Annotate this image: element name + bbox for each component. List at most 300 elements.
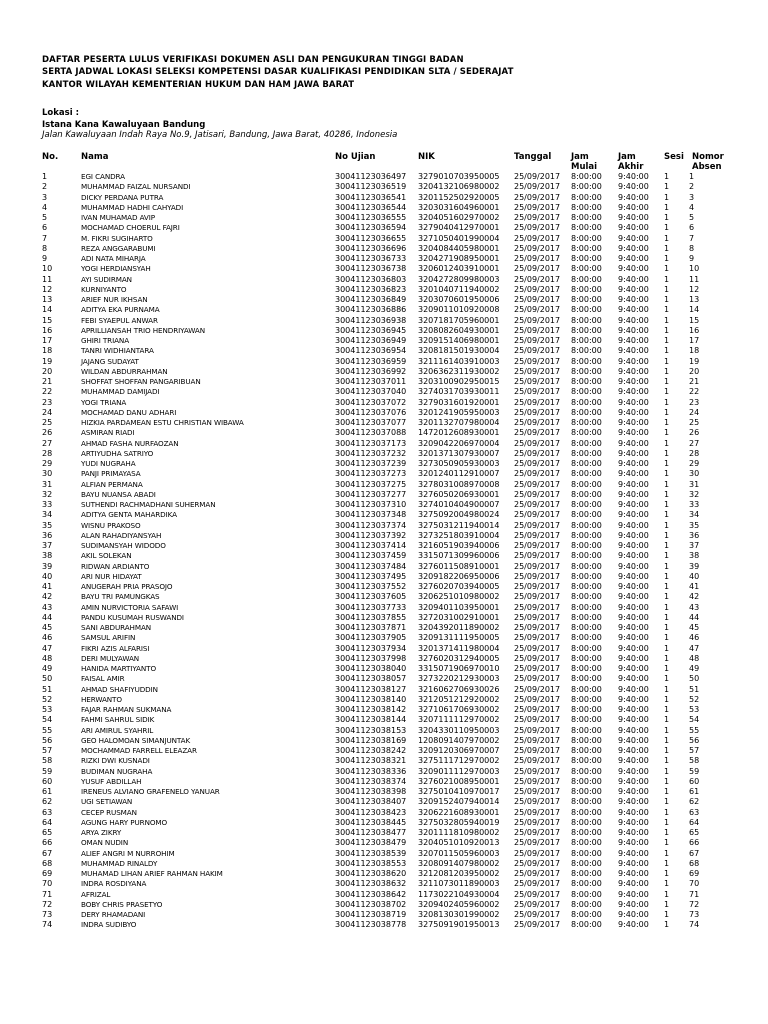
participant-name: ALAN RAHADIYANSYAH (81, 530, 162, 540)
participant-name: ADI NATA MIHARJA (81, 254, 146, 263)
end-time: 9:40:00 (618, 284, 649, 294)
exam-number: 30041123037871 (335, 623, 407, 632)
exam-number: 30041123037855 (335, 612, 407, 622)
nik: 3272031002910001 (418, 612, 500, 622)
attendance-number: 72 (689, 899, 700, 909)
col-jam-mulai-bottom: Mulai (571, 162, 598, 172)
exam-number: 30041123038778 (335, 920, 407, 930)
participant-name: HERWANTO (81, 694, 122, 704)
exam-number: 30041123036544 (335, 202, 407, 212)
exam-number: 30041123036849 (335, 295, 407, 304)
participant-name: AFRIZAL (81, 889, 111, 899)
exam-date: 25/09/2017 (514, 254, 561, 263)
start-time: 8:00:00 (571, 889, 602, 899)
row-number: 66 (42, 838, 53, 848)
exam-number: 30041123037348 (335, 510, 407, 520)
exam-date: 25/09/2017 (514, 828, 561, 837)
attendance-number: 16 (689, 325, 700, 335)
nik: 3276020312940005 (418, 653, 500, 663)
start-time: 8:00:00 (571, 838, 602, 848)
exam-number: 30041123038702 (335, 899, 407, 909)
table-row (0, 398, 768, 408)
row-number: 2 (42, 182, 48, 192)
row-number: 45 (42, 623, 53, 632)
end-time: 9:40:00 (618, 459, 649, 468)
nik: 3209011112970003 (418, 766, 500, 776)
row-number: 62 (42, 797, 53, 807)
row-number: 52 (42, 694, 53, 704)
exam-number: 30041123037275 (335, 479, 407, 489)
exam-date: 25/09/2017 (514, 551, 561, 561)
participant-name: BUDIMAN NUGRAHA (81, 766, 153, 776)
table-row (0, 695, 768, 705)
row-number: 8 (42, 243, 48, 253)
start-time: 8:00:00 (571, 623, 602, 632)
participant-name: AGUNG HARY PURNOMO (81, 817, 168, 827)
nik: 3274010404900007 (418, 500, 500, 509)
nik: 3275092004980024 (418, 510, 500, 520)
participant-name: RIDWAN ARDIANTO (81, 561, 150, 571)
start-time: 8:00:00 (571, 274, 602, 284)
nik: 3279031601920001 (418, 397, 500, 407)
row-number: 59 (42, 766, 53, 776)
session: 1 (664, 192, 670, 202)
attendance-number: 45 (689, 623, 700, 632)
nik: 3274031703930011 (418, 387, 500, 397)
row-number: 20 (42, 366, 53, 376)
participant-name: MUHAMMAD RINALDY (81, 858, 158, 868)
participant-name: REZA ANGGARABUMI (81, 243, 156, 253)
start-time: 8:00:00 (571, 541, 602, 550)
session: 1 (664, 407, 670, 417)
session: 1 (664, 438, 670, 448)
end-time: 9:40:00 (618, 448, 649, 458)
exam-number: 30041123037392 (335, 530, 407, 540)
participant-name: ARI NUR HIDAYAT (81, 571, 142, 581)
nik: 3279010703950005 (418, 172, 500, 181)
exam-number: 30041123036945 (335, 325, 407, 335)
end-time: 9:40:00 (618, 787, 649, 796)
nik: 3275031211940014 (418, 520, 500, 530)
attendance-number: 41 (689, 582, 700, 591)
row-number: 71 (42, 889, 53, 899)
participant-name: ANUGERAH PRIA PRASOJO (81, 582, 173, 591)
attendance-number: 20 (689, 366, 700, 376)
exam-date: 25/09/2017 (514, 182, 561, 192)
session: 1 (664, 202, 670, 212)
exam-number: 30041123036738 (335, 264, 407, 274)
end-time: 9:40:00 (618, 510, 649, 520)
row-number: 5 (42, 213, 48, 222)
table-row (0, 859, 768, 869)
nik: 3209042206970004 (418, 438, 500, 448)
participant-name: FAJAR RAHMAN SUKMANA (81, 705, 172, 714)
session: 1 (664, 838, 670, 848)
session: 1 (664, 356, 670, 366)
end-time: 9:40:00 (618, 377, 649, 386)
participant-name: DERI MULYAWAN (81, 653, 140, 663)
start-time: 8:00:00 (571, 561, 602, 571)
session: 1 (664, 848, 670, 858)
table-row (0, 654, 768, 664)
start-time: 8:00:00 (571, 489, 602, 499)
attendance-number: 64 (689, 817, 700, 827)
table-row (0, 715, 768, 725)
table-row (0, 890, 768, 900)
table-row (0, 521, 768, 531)
attendance-number: 17 (689, 336, 700, 345)
session: 1 (664, 254, 670, 263)
table-row (0, 367, 768, 377)
participant-name: M. FIKRI SUGIHARTO (81, 233, 153, 243)
nik: 3208091407980002 (418, 858, 500, 868)
exam-number: 30041123038321 (335, 756, 407, 766)
start-time: 8:00:00 (571, 500, 602, 509)
attendance-number: 44 (689, 612, 700, 622)
exam-number: 30041123037232 (335, 448, 407, 458)
nik: 3271050401990004 (418, 233, 500, 243)
end-time: 9:40:00 (618, 633, 649, 643)
end-time: 9:40:00 (618, 213, 649, 222)
attendance-number: 37 (689, 541, 700, 550)
participant-name: OMAN NUDIN (81, 838, 129, 848)
nik: 3275032805940019 (418, 817, 500, 827)
nik: 3209131111950005 (418, 633, 500, 643)
participant-name: RIZKI DWI KUSNADI (81, 756, 150, 766)
row-number: 58 (42, 756, 53, 766)
row-number: 3 (42, 192, 48, 202)
end-time: 9:40:00 (618, 438, 649, 448)
start-time: 8:00:00 (571, 684, 602, 694)
table-row (0, 428, 768, 438)
participant-name: ASMIRAN RIADI (81, 428, 135, 438)
exam-number: 30041123037484 (335, 561, 407, 571)
row-number: 56 (42, 735, 53, 745)
session: 1 (664, 387, 670, 397)
table-row (0, 705, 768, 715)
nik: 3201371307930007 (418, 448, 500, 458)
session: 1 (664, 325, 670, 335)
participant-name: DICKY PERDANA PUTRA (81, 192, 164, 202)
exam-number: 30041123038057 (335, 674, 407, 684)
nik: 3201240112910007 (418, 469, 500, 479)
col-jam-akhir-top: Jam (618, 152, 636, 162)
nik: 3275010410970017 (418, 787, 500, 796)
nik: 3204051602970002 (418, 213, 500, 222)
nik: 3201241905950003 (418, 407, 500, 417)
session: 1 (664, 520, 670, 530)
start-time: 8:00:00 (571, 284, 602, 294)
nik: 3211073011890003 (418, 879, 500, 889)
start-time: 8:00:00 (571, 725, 602, 735)
participant-name: FAISAL AMIR (81, 674, 125, 684)
exam-date: 25/09/2017 (514, 295, 561, 304)
row-number: 51 (42, 684, 53, 694)
start-time: 8:00:00 (571, 858, 602, 868)
row-number: 46 (42, 633, 53, 643)
end-time: 9:40:00 (618, 172, 649, 181)
exam-number: 30041123037605 (335, 592, 407, 602)
session: 1 (664, 858, 670, 868)
end-time: 9:40:00 (618, 520, 649, 530)
participant-name: AHMAD SHAFIYUDDIN (81, 684, 158, 694)
participant-name: YOGI TRIANA (81, 397, 127, 407)
table-row (0, 920, 768, 930)
end-time: 9:40:00 (618, 428, 649, 438)
exam-number: 30041123036497 (335, 172, 407, 181)
start-time: 8:00:00 (571, 243, 602, 253)
row-number: 47 (42, 643, 53, 653)
exam-number: 30041123037076 (335, 407, 407, 417)
session: 1 (664, 366, 670, 376)
table-row (0, 264, 768, 274)
end-time: 9:40:00 (618, 500, 649, 509)
attendance-number: 7 (689, 233, 695, 243)
session: 1 (664, 766, 670, 776)
session: 1 (664, 305, 670, 315)
start-time: 8:00:00 (571, 715, 602, 725)
start-time: 8:00:00 (571, 807, 602, 817)
participant-name: MOCHAMMAD FARRELL ELEAZAR (81, 746, 197, 755)
nik: 3206221608930001 (418, 807, 500, 817)
exam-date: 25/09/2017 (514, 817, 561, 827)
session: 1 (664, 756, 670, 766)
start-time: 8:00:00 (571, 551, 602, 561)
table-row (0, 439, 768, 449)
exam-date: 25/09/2017 (514, 899, 561, 909)
session: 1 (664, 828, 670, 837)
session: 1 (664, 530, 670, 540)
exam-number: 30041123036541 (335, 192, 407, 202)
exam-date: 25/09/2017 (514, 725, 561, 735)
attendance-number: 32 (689, 489, 700, 499)
row-number: 14 (42, 305, 53, 315)
start-time: 8:00:00 (571, 705, 602, 714)
end-time: 9:40:00 (618, 571, 649, 581)
exam-date: 25/09/2017 (514, 787, 561, 796)
exam-date: 25/09/2017 (514, 336, 561, 345)
session: 1 (664, 633, 670, 643)
start-time: 8:00:00 (571, 674, 602, 684)
attendance-number: 60 (689, 776, 700, 786)
attendance-number: 71 (689, 889, 700, 899)
end-time: 9:40:00 (618, 346, 649, 356)
nik: 3206251010980002 (418, 592, 500, 602)
participant-name: ADITYA GENTA MAHARDIKA (81, 510, 177, 520)
start-time: 8:00:00 (571, 418, 602, 427)
attendance-number: 74 (689, 920, 700, 930)
table-row (0, 336, 768, 346)
attendance-number: 59 (689, 766, 700, 776)
session: 1 (664, 684, 670, 694)
row-number: 50 (42, 674, 53, 684)
table-row (0, 500, 768, 510)
exam-number: 30041123038040 (335, 664, 407, 673)
exam-date: 25/09/2017 (514, 530, 561, 540)
participant-name: WILDAN ABDURRAHMAN (81, 366, 168, 376)
start-time: 8:00:00 (571, 664, 602, 673)
table-row (0, 193, 768, 203)
end-time: 9:40:00 (618, 541, 649, 550)
participant-name: FAHMI SAHRUL SIDIK (81, 715, 155, 725)
exam-number: 30041123037088 (335, 428, 407, 438)
participant-name: KURNIYANTO (81, 284, 127, 294)
exam-number: 30041123037495 (335, 571, 407, 581)
col-nomor-absen-bottom: Absen (692, 162, 722, 172)
col-sesi: Sesi (664, 152, 684, 162)
row-number: 32 (42, 489, 53, 499)
participant-name: EGI CANDRA (81, 172, 125, 181)
row-number: 1 (42, 172, 48, 181)
nik: 3209120306970007 (418, 746, 500, 755)
session: 1 (664, 243, 670, 253)
exam-number: 30041123036733 (335, 254, 407, 263)
attendance-number: 66 (689, 838, 700, 848)
attendance-number: 11 (689, 274, 700, 284)
session: 1 (664, 807, 670, 817)
end-time: 9:40:00 (618, 735, 649, 745)
end-time: 9:40:00 (618, 910, 649, 919)
start-time: 8:00:00 (571, 264, 602, 274)
exam-date: 25/09/2017 (514, 664, 561, 673)
session: 1 (664, 182, 670, 192)
session: 1 (664, 735, 670, 745)
row-number: 26 (42, 428, 53, 438)
table-row (0, 736, 768, 746)
exam-date: 25/09/2017 (514, 202, 561, 212)
participant-name: IRENEUS ALVIANO GRAFENELO YANUAR (81, 787, 220, 796)
session: 1 (664, 725, 670, 735)
exam-number: 30041123038479 (335, 838, 407, 848)
row-number: 19 (42, 356, 53, 366)
end-time: 9:40:00 (618, 223, 649, 233)
participant-name: BAYU TRI PAMUNGKAS (81, 592, 160, 602)
start-time: 8:00:00 (571, 366, 602, 376)
table-row (0, 408, 768, 418)
start-time: 8:00:00 (571, 295, 602, 304)
col-jam-akhir-bottom: Akhir (618, 162, 644, 172)
table-row (0, 223, 768, 233)
row-number: 60 (42, 776, 53, 786)
end-time: 9:40:00 (618, 561, 649, 571)
table-row (0, 254, 768, 264)
exam-number: 30041123038140 (335, 694, 407, 704)
nik: 3201152502920005 (418, 192, 500, 202)
participant-name: SUTHENDI RACHMADHANI SUHERMAN (81, 500, 216, 509)
start-time: 8:00:00 (571, 346, 602, 356)
nik: 3279040412970001 (418, 223, 500, 233)
start-time: 8:00:00 (571, 653, 602, 663)
exam-number: 30041123037040 (335, 387, 407, 397)
attendance-number: 3 (689, 192, 695, 202)
row-number: 44 (42, 612, 53, 622)
table-row (0, 182, 768, 192)
table-row (0, 726, 768, 736)
participant-name: FIKRI AZIS ALFARISI (81, 643, 150, 653)
exam-date: 25/09/2017 (514, 776, 561, 786)
start-time: 8:00:00 (571, 571, 602, 581)
nik: 3204330110950003 (418, 725, 500, 735)
exam-date: 25/09/2017 (514, 541, 561, 550)
end-time: 9:40:00 (618, 838, 649, 848)
session: 1 (664, 612, 670, 622)
session: 1 (664, 172, 670, 181)
table-row (0, 849, 768, 859)
attendance-number: 49 (689, 664, 700, 673)
participant-name: ARTIYUDHA SATRIYO (81, 448, 154, 458)
table-row (0, 674, 768, 684)
session: 1 (664, 295, 670, 304)
session: 1 (664, 592, 670, 602)
row-number: 55 (42, 725, 53, 735)
session: 1 (664, 889, 670, 899)
end-time: 9:40:00 (618, 694, 649, 704)
start-time: 8:00:00 (571, 438, 602, 448)
table-row (0, 346, 768, 356)
col-no-ujian: No Ujian (335, 152, 376, 162)
exam-date: 25/09/2017 (514, 274, 561, 284)
exam-number: 30041123036938 (335, 315, 407, 325)
row-number: 42 (42, 592, 53, 602)
session: 1 (664, 541, 670, 550)
start-time: 8:00:00 (571, 582, 602, 591)
end-time: 9:40:00 (618, 776, 649, 786)
start-time: 8:00:00 (571, 223, 602, 233)
nik: 3208181501930004 (418, 346, 500, 356)
start-time: 8:00:00 (571, 428, 602, 438)
row-number: 9 (42, 254, 48, 263)
exam-date: 25/09/2017 (514, 438, 561, 448)
nik: 3203100902950015 (418, 377, 500, 386)
table-row (0, 213, 768, 223)
session: 1 (664, 571, 670, 581)
row-number: 16 (42, 325, 53, 335)
exam-date: 25/09/2017 (514, 807, 561, 817)
start-time: 8:00:00 (571, 356, 602, 366)
row-number: 7 (42, 233, 48, 243)
row-number: 57 (42, 746, 53, 755)
attendance-number: 30 (689, 469, 700, 479)
end-time: 9:40:00 (618, 182, 649, 192)
participant-name: MOCHAMAD CHOERUL FAJRI (81, 223, 180, 233)
exam-date: 25/09/2017 (514, 346, 561, 356)
participant-name: CECEP RUSMAN (81, 807, 137, 817)
session: 1 (664, 561, 670, 571)
end-time: 9:40:00 (618, 858, 649, 868)
col-nomor-absen-top: Nomor (692, 152, 724, 162)
table-row (0, 449, 768, 459)
attendance-number: 26 (689, 428, 700, 438)
row-number: 27 (42, 438, 53, 448)
nik: 3209402405960002 (418, 899, 500, 909)
attendance-number: 8 (689, 243, 695, 253)
end-time: 9:40:00 (618, 530, 649, 540)
col-no: No. (42, 152, 59, 162)
nik: 3207181705960001 (418, 315, 500, 325)
start-time: 8:00:00 (571, 448, 602, 458)
exam-date: 25/09/2017 (514, 500, 561, 509)
exam-date: 25/09/2017 (514, 213, 561, 222)
exam-number: 30041123038539 (335, 848, 407, 858)
exam-number: 30041123037277 (335, 489, 407, 499)
session: 1 (664, 397, 670, 407)
end-time: 9:40:00 (618, 366, 649, 376)
participant-name: BAYU NUANSA ABADI (81, 489, 156, 499)
participant-name: ALIEF ANGRI M NURROHIM (81, 848, 175, 858)
nik: 3209401103950001 (418, 602, 500, 612)
table-row (0, 767, 768, 777)
nik: 1173022104930004 (418, 889, 500, 899)
